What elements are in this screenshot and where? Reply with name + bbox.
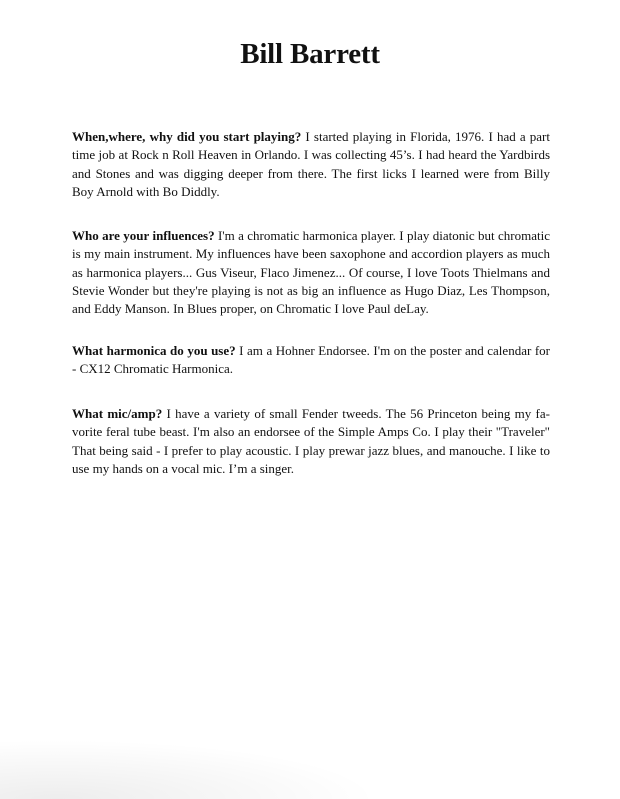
answer-text: I'm a chromatic harmonica player. I play diatonic but chromatic is my main instrument. My influences have been saxophone and accordion players as much as harmonica players... Gus Viseur, Flaco Jimenez... Of course, I love Toots Thielmans and Stevie Wonder but they're playing is not as big an influence as Hugo Diaz, Les Thompson, and Eddy Manson. In Blues proper, on Chromatic I love Paul deLay. <box>72 228 551 317</box>
qa-section-harmonica <box>72 342 550 379</box>
question-text: When,where, why did you start playing? <box>72 129 302 144</box>
answer-text: I am a Hohner Endorsee. I'm on the poster and calendar for - CX12 Chromatic Harmonica. <box>72 343 550 377</box>
qa-section-mic-amp <box>72 405 550 478</box>
qa-section-influences <box>72 227 550 318</box>
qa-section-start-playing <box>72 128 550 201</box>
page-title: Bill Barrett <box>240 38 380 70</box>
question-text: What harmonica do you use? <box>72 343 236 358</box>
question-text: Who are your influences? <box>72 228 215 243</box>
answer-text: I have a variety of small Fender tweeds. The 56 Princeton being my favorite feral tube beast. I'm also an endorsee of the Simple Amps Co. I play their "Traveler" That being said - I prefer to play acoustic. I play prewar jazz blues, and manouche. I like to use my hands on a vocal mic. I’m a singer. <box>72 406 550 476</box>
answer-text: I started playing in Florida, 1976. I had a part time job at Rock n Roll Heaven in Orlando. I was collecting 45’s. I had heard the Yardbirds and Stones and was digging deeper from there. The first licks I learned were from Billy Boy Arnold with Bo Diddly. <box>72 129 550 199</box>
page-corner-shadow <box>0 739 380 799</box>
question-text: What mic/amp? <box>72 406 163 421</box>
